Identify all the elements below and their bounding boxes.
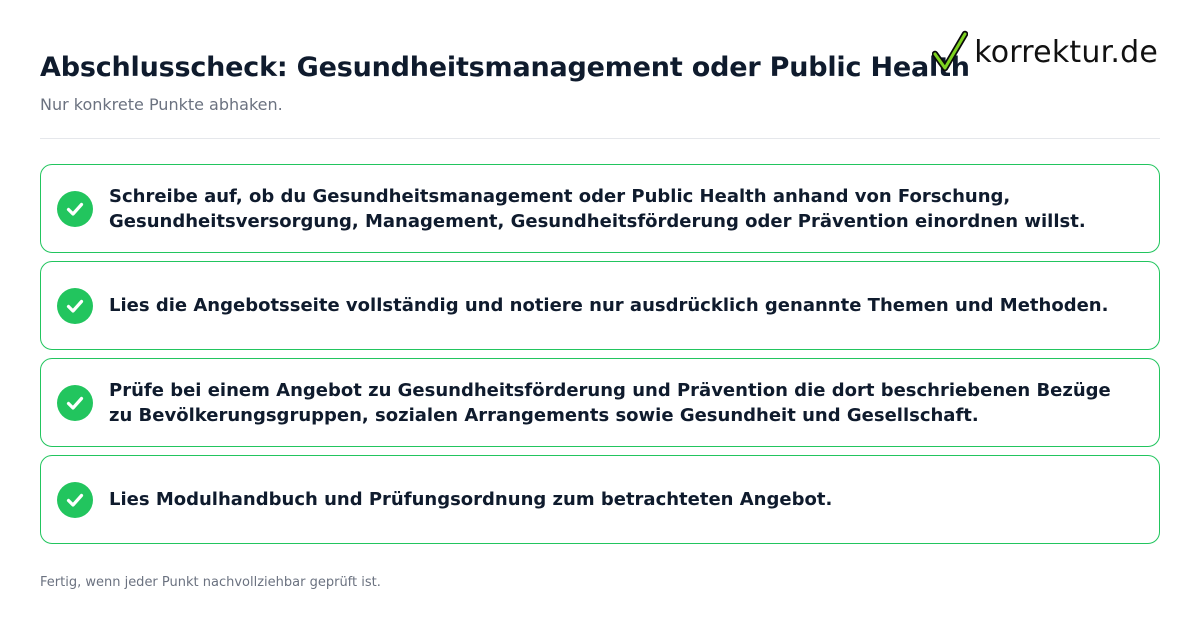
checklist-item (40, 455, 1160, 544)
check-circle-icon (57, 482, 93, 518)
checkmark-icon (932, 30, 968, 74)
check-circle-icon (57, 288, 93, 324)
header-divider (40, 138, 1160, 139)
page-title: Abschlusscheck: Gesundheitsmanagement oder Public Health (40, 52, 970, 83)
checklist-item-text: Lies Modulhandbuch und Prüfungsordnung zum betrachteten Angebot. (109, 489, 833, 510)
checklist-item (40, 164, 1160, 253)
check-circle-icon (57, 385, 93, 421)
page-subtitle: Nur konkrete Punkte abhaken. (40, 95, 283, 114)
logo-text: korrektur.de (974, 34, 1158, 70)
checklist-item (40, 358, 1160, 447)
brand-logo (932, 28, 1158, 76)
checklist-item-text: Schreibe auf, ob du Gesundheitsmanagement oder Public Health anhand von Forschung, Gesundheitsversorgung, Management, Gesundheitsförderung oder Prävention einordnen willst. (109, 185, 1086, 232)
check-circle-icon (57, 191, 93, 227)
checklist (40, 164, 1160, 552)
checklist-item-text: Prüfe bei einem Angebot zu Gesundheitsförderung und Prävention die dort beschriebenen Bezüge zu Bevölkerungsgruppen, sozialen Arrangements sowie Gesundheit und Gesellschaft. (109, 379, 1111, 426)
checklist-item-text: Lies die Angebotsseite vollständig und notiere nur ausdrücklich genannte Themen und Methoden. (109, 295, 1109, 316)
footer-note: Fertig, wenn jeder Punkt nachvollziehbar geprüft ist. (40, 575, 381, 590)
checklist-item (40, 261, 1160, 350)
